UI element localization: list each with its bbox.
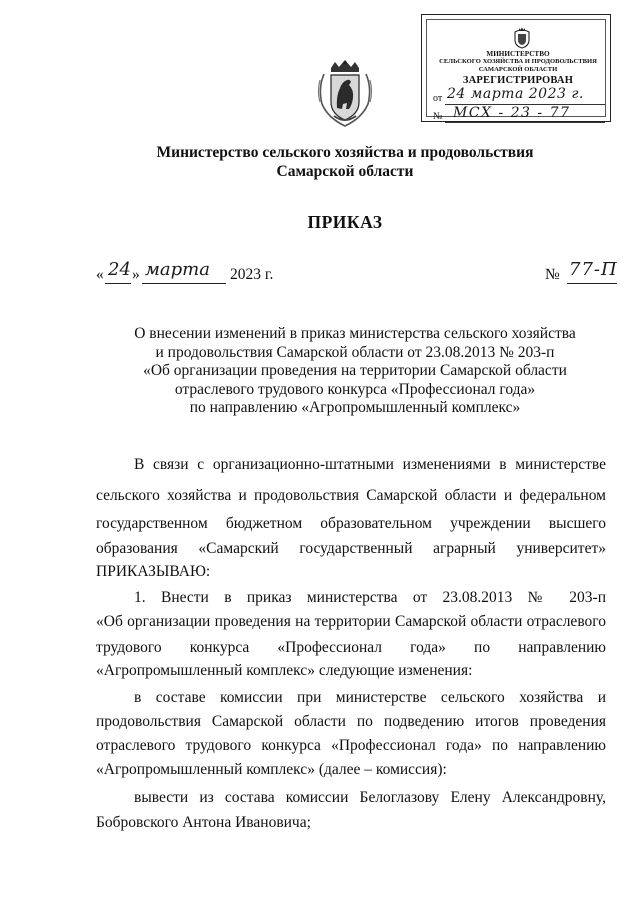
stamp-org-line3: САМАРСКОЙ ОБЛАСТИ: [478, 66, 558, 73]
date-day-handwritten: 24: [108, 259, 131, 280]
body-line: В связи с организационно-штатными изменениями в министерстве: [134, 456, 606, 473]
body-line: государственном бюджетном образовательном учреждении высшего: [96, 515, 606, 532]
stamp-org-line1: МИНИСТЕРСТВО: [486, 50, 550, 58]
ministry-name-line2: Самарской области: [276, 163, 414, 180]
body-line: «Агропромышленный комплекс» (далее – комиссия):: [96, 761, 447, 778]
date-open-quote: «: [96, 266, 104, 283]
body-line: «Об организации проведения на территории Самарской области отраслевого: [96, 613, 606, 630]
subject-line: О внесении изменений в приказ министерства сельского хозяйства: [134, 325, 576, 342]
date-close-quote: »: [132, 266, 140, 283]
stamp-date-handwritten: 24 марта 2023 г.: [447, 86, 584, 102]
subject-line: отраслевого трудового конкурса «Профессионал года»: [174, 380, 536, 398]
order-body: [96, 0, 606, 905]
document-title: ПРИКАЗ: [307, 212, 383, 232]
body-line: Бобровского Антона Ивановича;: [96, 814, 311, 831]
body-line: сельского хозяйства и продовольствия Самарской области и федеральном: [96, 487, 606, 504]
body-line: трудового конкурса «Профессионал года» по направлению: [96, 639, 606, 656]
body-line: продовольствия Самарской области по подведению итогов проведения: [96, 713, 606, 730]
date-month-handwritten: марта: [145, 259, 210, 280]
body-line: 1. Внести в приказ министерства от 23.08.2013 № 203-п: [134, 589, 606, 606]
stamp-from-label: от: [433, 93, 443, 104]
stamp-org-line2: СЕЛЬСКОГО ХОЗЯЙСТВА И ПРОДОВОЛЬСТВИЯ: [439, 58, 597, 65]
body-line: в составе комиссии при министерстве сельского хозяйства и: [134, 689, 606, 706]
number-handwritten: 77-П: [569, 259, 618, 280]
body-line: отраслевого трудового конкурса «Профессионал года» по направлению: [96, 737, 606, 754]
subject-line: по направлению «Агропромышленный комплекс»: [189, 399, 521, 416]
number-sign: №: [545, 266, 560, 283]
subject-line: «Об организации проведения на территории Самарской области: [143, 362, 567, 379]
body-line: «Агропромышленный комплекс» следующие изменения:: [96, 662, 473, 679]
stamp-number-handwritten: МСХ - 23 - 77: [453, 105, 571, 121]
ministry-name-line1: Министерство сельского хозяйства и продовольствия: [156, 144, 534, 161]
body-line: вывести из состава комиссии Белоглазову Елену Александровну,: [134, 789, 606, 806]
date-year: 2023 г.: [230, 266, 274, 283]
stamp-registered: ЗАРЕГИСТРИРОВАН: [462, 75, 574, 86]
body-line-command: ПРИКАЗЫВАЮ:: [96, 563, 211, 580]
body-line: образования «Самарский государственный аграрный университет»: [96, 540, 606, 557]
stamp-number-label: №: [433, 111, 443, 122]
subject-line: и продовольствия Самарской области от 23.08.2013 № 203-п: [155, 343, 555, 361]
